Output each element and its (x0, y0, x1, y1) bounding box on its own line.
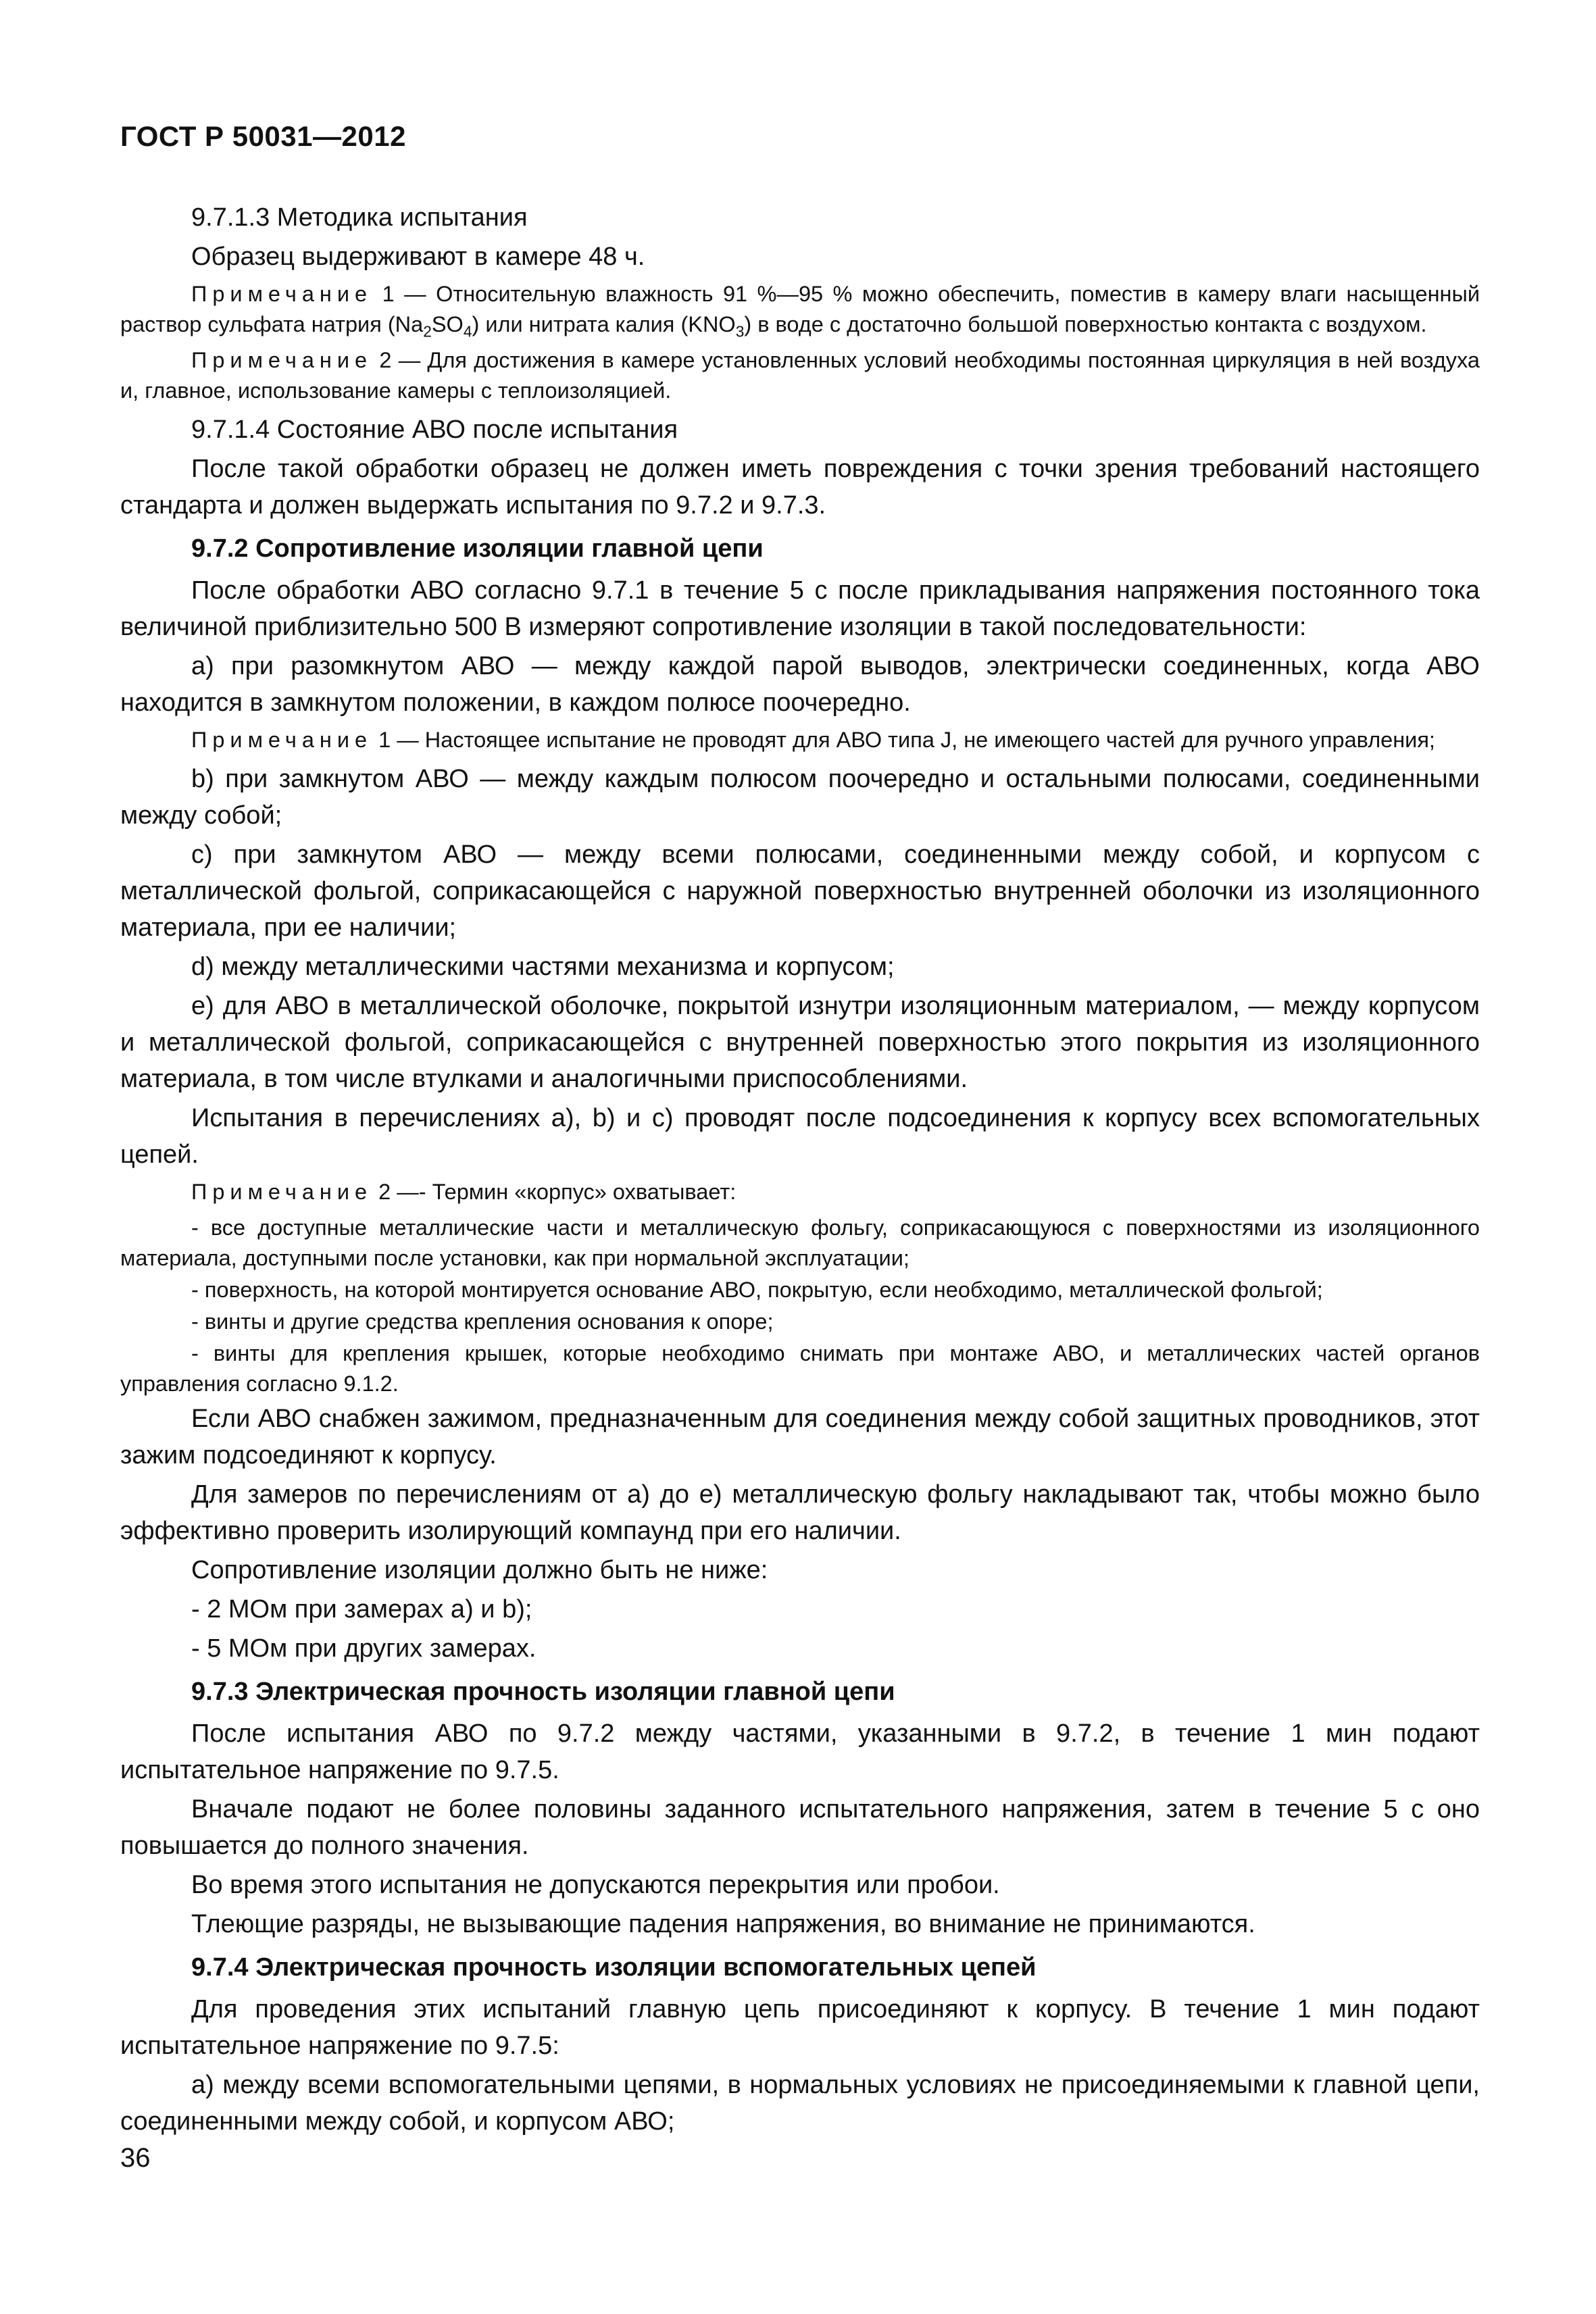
list-item-b: b) при замкнутом АВО — между каждым полюсом поочередно и остальными полюсами, соединенными между собой; (120, 765, 1480, 830)
section-9-7-2-note-1: Примечание 1 — Настоящее испытание не проводят для АВО типа J, не имеющего частей для ручного управления; (191, 728, 1435, 752)
note-2-item: - винты и другие средства крепления основания к опоре; (191, 1309, 774, 1334)
note-label: Примечание (191, 282, 373, 306)
min-resistance-paragraph: Сопротивление изоляции должно быть не ниже: (191, 1556, 768, 1584)
list-item-e: e) для АВО в металлической оболочке, покрытой изнутри изоляционным материалом, — между корпусом и металлической фольгой, соприкасающейся с внутренней поверхностью этого покрытия из изоляционного материала, в том числе втулками и аналогичными приспособлениями. (120, 992, 1480, 1093)
note-1: Примечание 1 — Относительную влажность 91 %—95 % можно обеспечить, поместив в камеру влаги насыщенный раствор сульфата натрия $(Na_2SO_4)$ или нитрата калия $(KNO_3)$ в воде с достаточно большой поверхностью контакта с воздухом. (120, 282, 1480, 341)
page-number: 36 (120, 2143, 151, 2173)
section-9-7-3-p4: Тлеющие разряды, не вызывающие падения напряжения, во внимание не принимаются. (191, 1910, 1255, 1938)
note-2: Примечание 2 — Для достижения в камере установленных условий необходимы постоянная циркуляция в ней воздуха и, главное, использование камеры с теплоизоляцией. (120, 348, 1480, 403)
note-label: Примечание (191, 1180, 373, 1204)
section-9-7-1-3-title: 9.7.1.3 Методика испытания (191, 203, 528, 232)
tests-paragraph: Испытания в перечислениях a), b) и c) проводят после подсоединения к корпусу всех вспомогательных цепей. (120, 1104, 1480, 1169)
section-9-7-3-p1: После испытания АВО по 9.7.2 между частями, указанными в 9.7.2, в течение 1 мин подают испытательное напряжение по 9.7.5. (120, 1719, 1480, 1784)
section-9-7-4-heading: 9.7.4 Электрическая прочность изоляции вспомогательных цепей (191, 1953, 1037, 1982)
section-9-7-4-p1: Для проведения этих испытаний главную цепь присоединяют к корпусу. В течение 1 мин подают испытательное напряжение по 9.7.5: (120, 1995, 1480, 2060)
min-resistance-item: - 5 МОм при других замерах. (191, 1634, 537, 1663)
section-9-7-1-4-text: После такой обработки образец не должен иметь повреждения с точки зрения требований настоящего стандарта и должен выдержать испытания по 9.7.2 и 9.7.3. (120, 455, 1480, 520)
section-9-7-1-3-text: Образец выдерживают в камере 48 ч. (191, 243, 645, 271)
document-body (120, 199, 1480, 2142)
list-item-c: c) при замкнутом АВО — между всеми полюсами, соединенными между собой, и корпусом с металлической фольгой, соприкасающейся с наружной поверхностью внутренней оболочки из изоляционного материала, при ее наличии; (120, 840, 1480, 942)
clamp-paragraph: Если АВО снабжен зажимом, предназначенным для соединения между собой защитных проводников, этот зажим подсоединяют к корпусу. (120, 1405, 1480, 1469)
note-label: Примечание (191, 728, 373, 752)
section-9-7-4-item-a: а) между всеми вспомогательными цепями, в нормальных условиях не присоединяемыми к главной цепи, соединенными между собой, и корпусом АВО; (120, 2071, 1480, 2136)
section-9-7-2-intro: После обработки АВО согласно 9.7.1 в течение 5 с после прикладывания напряжения постоянного тока величиной приблизительно 500 В измеряют сопротивление изоляции в такой последовательности: (120, 576, 1480, 641)
section-9-7-3-heading: 9.7.3 Электрическая прочность изоляции главной цепи (191, 1678, 895, 1706)
document-header: ГОСТ Р 50031—2012 (120, 120, 406, 152)
section-9-7-3-p3: Во время этого испытания не допускаются перекрытия или пробои. (191, 1871, 1000, 1899)
foil-paragraph: Для замеров по перечислениям от а) до е) металлическую фольгу накладывают так, чтобы можно было эффективно проверить изолирующий компаунд при его наличии. (120, 1480, 1480, 1545)
section-9-7-3-p2: Вначале подают не более половины заданного испытательного напряжения, затем в течение 5 с оно повышается до полного значения. (120, 1795, 1480, 1860)
note-2-item: - все доступные металлические части и металлическую фольгу, соприкасающуюся с поверхностями из изоляционного материала, доступными после установки, как при нормальной эксплуатации; (120, 1215, 1480, 1270)
list-item-a: а) при разомкнутом АВО — между каждой парой выводов, электрически соединенных, когда АВО находится в замкнутом положении, в каждом полюсе поочередно. (120, 652, 1480, 717)
min-resistance-item: - 2 МОм при замерах а) и b); (191, 1595, 532, 1624)
section-9-7-2-heading: 9.7.2 Сопротивление изоляции главной цепи (191, 534, 764, 563)
note-2-item: - поверхность, на которой монтируется основание АВО, покрытую, если необходимо, металлической фольгой; (191, 1278, 1323, 1302)
section-9-7-1-4-title: 9.7.1.4 Состояние АВО после испытания (191, 416, 678, 444)
list-item-d: d) между металлическими частями механизма и корпусом; (191, 953, 895, 981)
note-label: Примечание (191, 348, 373, 372)
section-9-7-2-note-2: Примечание 2 —- Термин «корпус» охватывает: (191, 1180, 737, 1204)
note-2-item: - винты для крепления крышек, которые необходимо снимать при монтаже АВО, и металлических частей органов управления согласно 9.1.2. (120, 1341, 1480, 1396)
